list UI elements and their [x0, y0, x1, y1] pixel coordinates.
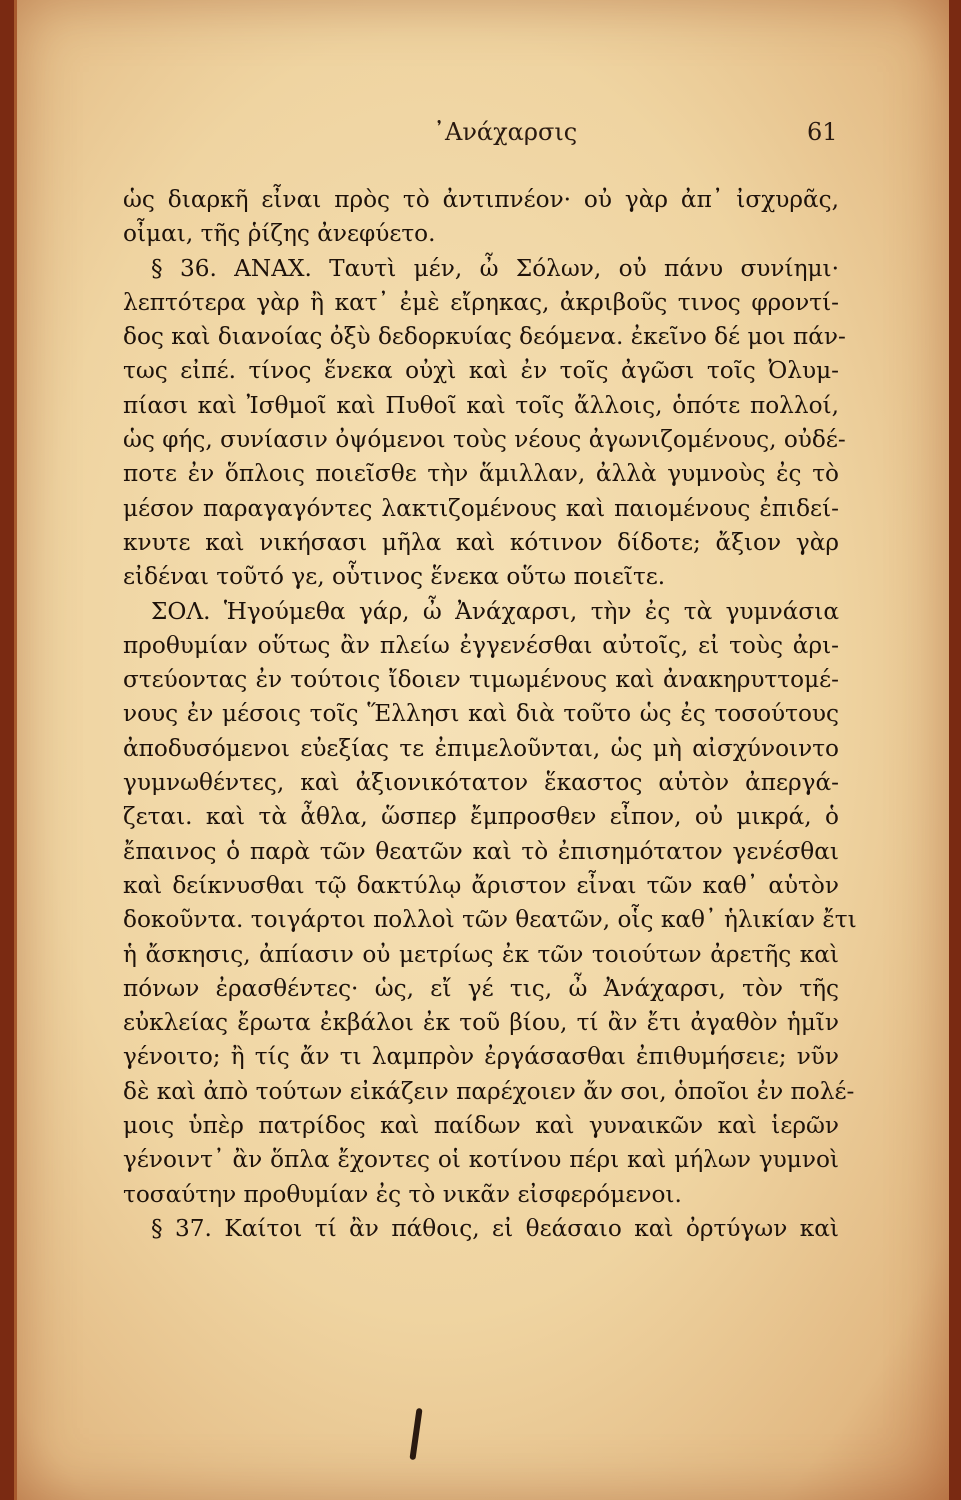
- text-line: ὡς διαρκῆ εἶναι πρὸς τὸ ἀντιπνέον· οὐ γὰρ ἀπ᾿ ἰσχυρᾶς,: [123, 186, 839, 213]
- book-page: [14, 0, 949, 1500]
- text-line: εὐκλείας ἔρωτα ἐκβάλοι ἐκ τοῦ βίου, τί ἂν ἔτι ἀγαθὸν ἡμῖν: [123, 1009, 839, 1037]
- page-number: 61: [807, 118, 838, 146]
- text-line: καὶ δείκνυσθαι τῷ δακτύλῳ ἄριστον εἶναι τῶν καθ᾿ αὑτὸν: [123, 871, 839, 899]
- text-line: πίασι καὶ Ἰσθμοῖ καὶ Πυθοῖ καὶ τοῖς ἄλλοις, ὁπότε πολλοί,: [123, 391, 839, 419]
- text-line: λεπτότερα γὰρ ἢ κατ᾿ ἐμὲ εἴρηκας, ἀκριβοῦς τινος φροντί-: [123, 288, 839, 316]
- section-36-start: § 36. ΑΝΑΧ. Ταυτὶ μέν, ὦ Σόλων, οὐ πάνυ συνίημι·: [151, 254, 839, 282]
- section-37-start: § 37. Καίτοι τί ἂν πάθοις, εἰ θεάσαιο καὶ ὀρτύγων καὶ: [151, 1214, 839, 1242]
- text-line: ποτε ἐν ὅπλοις ποιεῖσθε τὴν ἅμιλλαν, ἀλλὰ γυμνοὺς ἐς τὸ: [123, 460, 839, 488]
- speaker-line-solon: ΣΟΛ. Ἡγούμεθα γάρ, ὦ Ἀνάχαρσι, τὴν ἐς τὰ γυμνάσια: [151, 597, 839, 625]
- text-line: προθυμίαν οὕτως ἂν πλείω ἐγγενέσθαι αὐτοῖς, εἰ τοὺς ἀρι-: [123, 631, 839, 659]
- text-line: πόνων ἐρασθέντες· ὡς, εἴ γέ τις, ὦ Ἀνάχαρσι, τὸν τῆς: [123, 974, 839, 1002]
- text-line: ἡ ἄσκησις, ἀπίασιν οὐ μετρίως ἐκ τῶν τοιούτων ἀρετῆς καὶ: [123, 940, 839, 968]
- text-line: γένοιντ᾿ ἂν ὅπλα ἔχοντες οἱ κοτίνου πέρι καὶ μήλων γυμνοὶ: [123, 1146, 839, 1174]
- text-line: ἀποδυσόμενοι εὐεξίας τε ἐπιμελοῦνται, ὡς μὴ αἰσχύνοιντο: [123, 734, 839, 762]
- page-header: [17, 118, 949, 158]
- text-line: στεύοντας ἐν τούτοις ἴδοιεν τιμωμένους καὶ ἀνακηρυττομέ-: [123, 666, 839, 694]
- text-line: εἰδέναι τοῦτό γε, οὗτινος ἕνεκα οὕτω ποιεῖτε.: [123, 563, 666, 591]
- text-line: ἔπαινος ὁ παρὰ τῶν θεατῶν καὶ τὸ ἐπισημότατον γενέσθαι: [123, 837, 839, 865]
- text-line: οἶμαι, τῆς ῥίζης ἀνεφύετο.: [123, 220, 436, 248]
- text-line: δὲ καὶ ἀπὸ τούτων εἰκάζειν παρέχοιεν ἄν σοι, ὁποῖοι ἐν πολέ-: [123, 1077, 855, 1105]
- text-line: γυμνωθέντες, καὶ ἀξιονικότατον ἕκαστος αὑτὸν ἀπεργά-: [123, 769, 839, 797]
- text-line: τως εἰπέ. τίνος ἕνεκα οὐχὶ καὶ ἐν τοῖς ἀγῶσι τοῖς Ὀλυμ-: [123, 357, 839, 385]
- text-line: μοις ὑπὲρ πατρίδος καὶ παίδων καὶ γυναικῶν καὶ ἱερῶν: [123, 1112, 839, 1140]
- ink-mark: [409, 1408, 422, 1460]
- text-line: ὡς φής, συνίασιν ὀψόμενοι τοὺς νέους ἀγωνιζομένους, οὐδέ-: [123, 426, 846, 454]
- text-line: ζεται. καὶ τὰ ἆθλα, ὥσπερ ἔμπροσθεν εἶπον, οὐ μικρά, ὁ: [123, 803, 839, 831]
- text-line: κνυτε καὶ νικήσασι μῆλα καὶ κότινον δίδοτε; ἄξιον γὰρ: [123, 528, 839, 556]
- text-line: τοσαύτην προθυμίαν ἐς τὸ νικᾶν εἰσφερόμενοι.: [123, 1180, 682, 1208]
- text-line: γένοιτο; ἢ τίς ἄν τι λαμπρὸν ἐργάσασθαι ἐπιθυμήσειε; νῦν: [123, 1043, 839, 1071]
- text-line: νους ἐν μέσοις τοῖς Ἕλλησι καὶ διὰ τοῦτο ὡς ἐς τοσούτους: [123, 700, 839, 728]
- text-line: μέσον παραγαγόντες λακτιζομένους καὶ παιομένους ἐπιδεί-: [123, 494, 839, 522]
- text-line: δος καὶ διανοίας ὀξὺ δεδορκυίας δεόμενα. ἐκεῖνο δέ μοι πάν-: [123, 323, 846, 351]
- body-text: [123, 183, 857, 1246]
- text-line: δοκοῦντα. τοιγάρτοι πολλοὶ τῶν θεατῶν, οἷς καθ᾿ ἡλικίαν ἔτι: [123, 906, 857, 934]
- running-title: ᾿Ανάχαρσις: [433, 118, 578, 146]
